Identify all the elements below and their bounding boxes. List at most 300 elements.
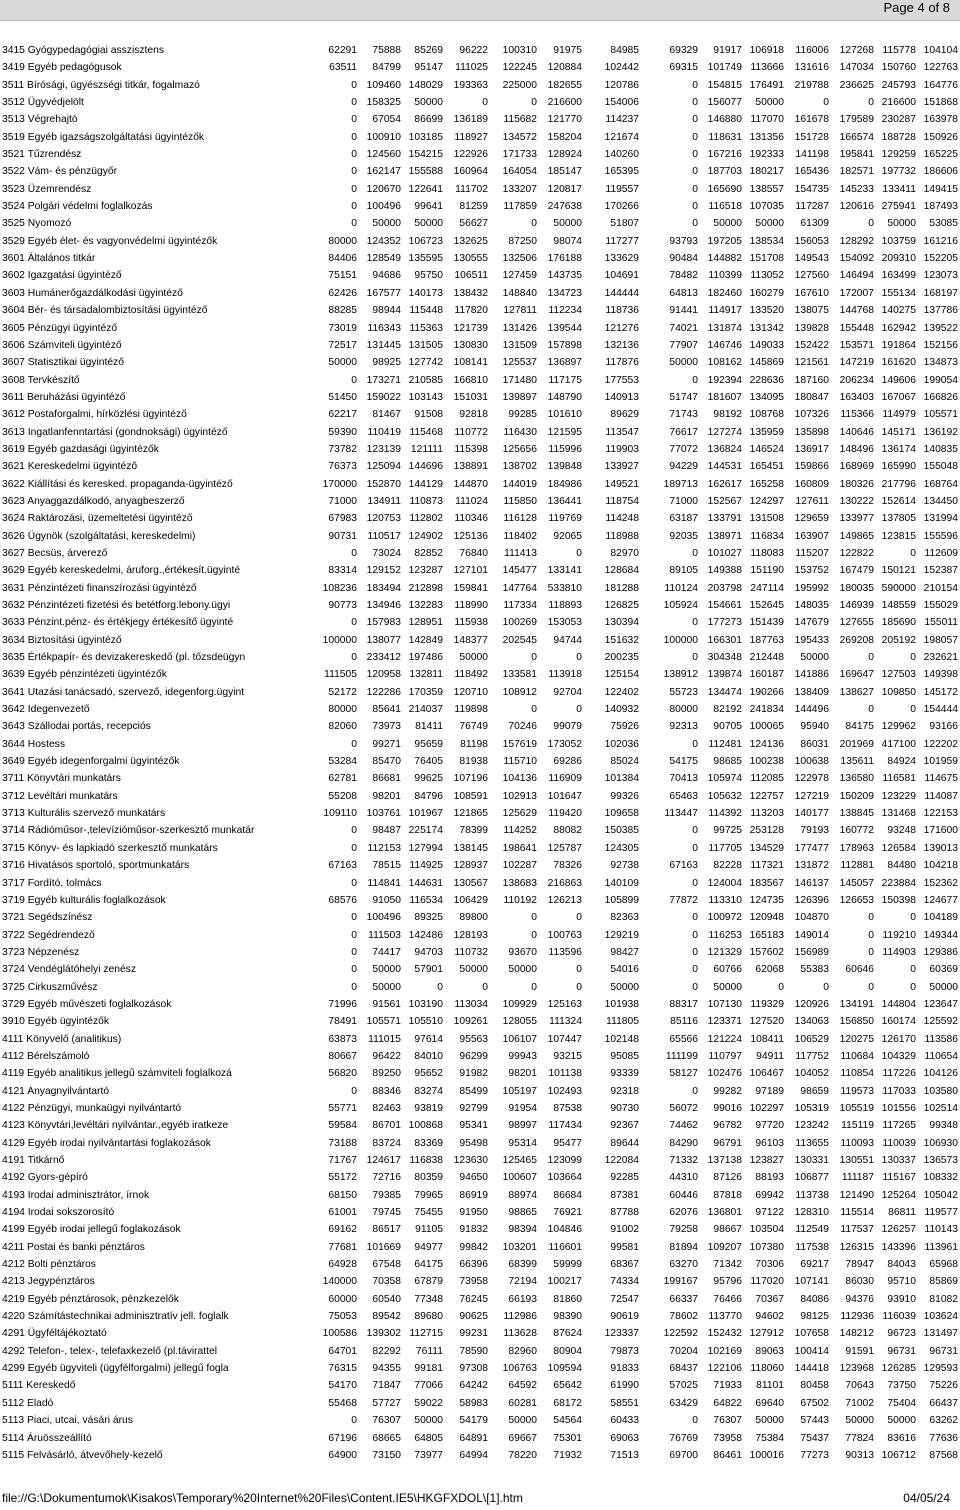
salary-value: 83274 — [414, 1085, 443, 1097]
salary-value: 69700 — [669, 1449, 698, 1461]
salary-value: 157619 — [502, 738, 537, 750]
occupation-name: 3631 Pénzintézeti finanszírozási ügyintéző — [2, 582, 197, 594]
salary-value: 89800 — [459, 912, 488, 924]
salary-value: 110684 — [840, 1050, 874, 1062]
salary-value: 119898 — [454, 704, 488, 716]
salary-value: 0 — [692, 877, 698, 889]
salary-value: 79745 — [372, 1207, 401, 1219]
salary-value: 131874 — [707, 322, 742, 334]
salary-value: 87381 — [610, 1189, 639, 1201]
salary-value: 217796 — [881, 478, 916, 490]
salary-value: 183567 — [749, 877, 784, 889]
salary-value: 94376 — [845, 1293, 874, 1305]
salary-value: 209310 — [881, 253, 916, 265]
salary-value: 106763 — [502, 1363, 537, 1375]
salary-value: 112085 — [750, 773, 784, 785]
salary-value: 82228 — [713, 860, 742, 872]
salary-value: 120275 — [839, 1033, 874, 1045]
salary-value: 74417 — [372, 946, 401, 958]
salary-value: 127912 — [749, 1328, 784, 1340]
salary-value: 112153 — [367, 842, 401, 854]
salary-value: 111025 — [455, 62, 488, 74]
salary-value: 84406 — [328, 253, 357, 265]
salary-value: 118083 — [750, 547, 784, 559]
salary-value: 123099 — [547, 1155, 582, 1166]
salary-value: 187703 — [707, 166, 742, 178]
salary-value: 116006 — [795, 45, 829, 56]
salary-value: 200235 — [604, 652, 639, 664]
salary-value: 198057 — [923, 634, 958, 646]
salary-value: 112881 — [840, 860, 874, 872]
salary-value: 116534 — [409, 894, 443, 906]
salary-value: 106723 — [408, 235, 443, 247]
salary-value: 139522 — [923, 322, 958, 334]
salary-value: 128951 — [408, 617, 443, 629]
salary-value: 103201 — [502, 1241, 537, 1253]
salary-value: 110419 — [367, 426, 401, 438]
salary-value: 0 — [351, 1415, 357, 1427]
salary-value: 50000 — [610, 981, 639, 993]
salary-value: 133791 — [707, 513, 742, 525]
salary-value: 116581 — [882, 773, 916, 785]
salary-value: 64701 — [328, 1345, 357, 1357]
table-row — [2, 1083, 958, 1100]
salary-value: 138971 — [707, 530, 742, 542]
salary-value: 78482 — [669, 270, 698, 282]
salary-value: 116253 — [708, 929, 742, 941]
salary-value: 102287 — [502, 860, 537, 872]
salary-value: 146494 — [839, 270, 874, 282]
salary-value: 89542 — [372, 1311, 401, 1323]
salary-value: 68150 — [328, 1189, 357, 1201]
salary-value: 109594 — [547, 1363, 582, 1375]
salary-value: 152205 — [923, 253, 958, 265]
salary-value: 95147 — [414, 62, 443, 74]
salary-value: 107380 — [749, 1241, 784, 1253]
salary-value: 137786 — [923, 305, 958, 317]
salary-value: 114252 — [503, 825, 537, 837]
salary-value: 88285 — [328, 305, 357, 317]
salary-value: 171480 — [502, 374, 537, 386]
salary-value: 106930 — [923, 1137, 958, 1149]
salary-value: 131426 — [502, 322, 537, 334]
salary-value: 154215 — [408, 149, 443, 161]
salary-value: 101384 — [604, 773, 639, 785]
salary-value: 160772 — [839, 825, 874, 837]
salary-value: 84175 — [845, 721, 874, 733]
salary-value: 55208 — [328, 790, 357, 802]
salary-value: 161216 — [923, 235, 958, 247]
salary-value: 115778 — [882, 45, 916, 56]
salary-value: 66396 — [459, 1259, 488, 1271]
salary-value: 117321 — [750, 860, 784, 872]
salary-value: 120710 — [453, 686, 488, 698]
salary-value: 0 — [576, 652, 582, 664]
salary-value: 55172 — [328, 1172, 357, 1184]
salary-value: 147034 — [839, 62, 874, 74]
salary-value: 118927 — [454, 131, 488, 143]
salary-value: 177553 — [604, 374, 639, 386]
salary-value: 102036 — [604, 738, 639, 750]
salary-value: 97308 — [459, 1363, 488, 1375]
salary-value: 199054 — [923, 374, 958, 386]
salary-value: 168764 — [923, 478, 958, 490]
salary-value: 183494 — [366, 582, 401, 594]
salary-value: 100414 — [794, 1345, 829, 1357]
salary-value: 50000 — [713, 981, 742, 993]
salary-value: 131356 — [749, 131, 784, 143]
salary-value: 136192 — [923, 426, 958, 438]
occupation-name: 3642 Idegenvezető — [2, 704, 90, 716]
salary-value: 92318 — [610, 1085, 639, 1097]
salary-value: 0 — [692, 929, 698, 941]
salary-value: 120670 — [366, 183, 401, 195]
occupation-name: 3623 Anyaggazdálkodó, anyagbeszerző — [2, 495, 185, 507]
salary-value: 50000 — [755, 1415, 784, 1427]
salary-value: 126584 — [881, 842, 916, 854]
salary-value: 69667 — [508, 1432, 537, 1444]
table-row — [2, 770, 958, 787]
table-row — [2, 129, 958, 146]
salary-value: 129259 — [881, 149, 916, 161]
salary-value: 63187 — [669, 513, 698, 525]
salary-value: 94911 — [756, 1050, 784, 1062]
salary-value: 94977 — [414, 1241, 443, 1253]
salary-value: 170266 — [604, 201, 639, 213]
salary-value: 181288 — [604, 582, 639, 594]
salary-value: 88974 — [508, 1189, 537, 1201]
salary-value: 162617 — [707, 478, 742, 490]
table-row — [2, 1152, 958, 1169]
salary-value: 106529 — [794, 1033, 829, 1045]
salary-value: 225174 — [408, 825, 443, 837]
salary-value: 107658 — [794, 1328, 829, 1340]
salary-value: 107035 — [749, 201, 784, 213]
salary-value: 119769 — [548, 513, 582, 525]
salary-value: 115448 — [409, 305, 443, 317]
table-row — [2, 1447, 958, 1464]
salary-value: 70204 — [669, 1345, 698, 1357]
salary-value: 161620 — [881, 357, 916, 369]
salary-value: 147219 — [839, 357, 874, 369]
occupation-name: 3724 Vendéglátóhelyi zenész — [2, 964, 136, 976]
salary-value: 199167 — [663, 1276, 698, 1288]
table-row — [2, 788, 958, 805]
salary-value: 54016 — [610, 964, 639, 976]
salary-value: 0 — [868, 97, 874, 109]
salary-value: 150760 — [881, 62, 916, 74]
salary-value: 86031 — [800, 738, 829, 750]
salary-value: 50000 — [414, 1415, 443, 1427]
salary-value: 139874 — [707, 669, 742, 681]
salary-value: 0 — [351, 547, 357, 559]
salary-value: 100763 — [547, 929, 582, 941]
salary-value: 104136 — [502, 773, 537, 785]
salary-value: 101959 — [923, 756, 958, 768]
salary-value: 71000 — [669, 495, 698, 507]
salary-value: 109110 — [323, 808, 357, 820]
salary-value: 170359 — [408, 686, 443, 698]
salary-value: 76245 — [459, 1293, 488, 1305]
salary-value: 138702 — [502, 461, 537, 473]
salary-value: 117070 — [750, 114, 784, 126]
salary-value: 82292 — [372, 1345, 401, 1357]
salary-value: 93215 — [553, 1050, 582, 1062]
salary-value: 0 — [531, 912, 537, 924]
salary-value: 0 — [351, 183, 357, 195]
salary-value: 99285 — [508, 409, 537, 421]
salary-value: 69063 — [610, 1432, 639, 1444]
salary-value: 103624 — [923, 1311, 958, 1323]
salary-value: 182460 — [707, 287, 742, 299]
salary-value: 131508 — [749, 513, 784, 525]
salary-value: 119573 — [840, 1085, 874, 1097]
salary-value: 79965 — [414, 1189, 443, 1201]
salary-value: 148212 — [839, 1328, 874, 1340]
salary-value: 0 — [576, 912, 582, 924]
occupation-name: 5114 Áruösszeállító — [2, 1432, 92, 1444]
salary-value: 107326 — [794, 409, 829, 421]
salary-value: 62217 — [328, 409, 357, 421]
salary-value: 148840 — [502, 287, 537, 299]
salary-value: 167610 — [794, 287, 829, 299]
salary-value: 115468 — [409, 426, 443, 438]
salary-value: 86919 — [459, 1189, 488, 1201]
salary-value: 50000 — [372, 981, 401, 993]
salary-value: 69942 — [755, 1189, 784, 1201]
table-row — [2, 1360, 958, 1377]
salary-value: 71996 — [328, 998, 357, 1010]
salary-value: 197486 — [408, 652, 443, 664]
salary-value: 85499 — [459, 1085, 488, 1097]
salary-value: 172007 — [839, 287, 874, 299]
salary-value: 160187 — [749, 669, 784, 681]
salary-value: 124352 — [366, 235, 401, 247]
salary-value: 59022 — [414, 1397, 443, 1409]
salary-value: 106467 — [749, 1068, 784, 1080]
salary-value: 79258 — [669, 1224, 698, 1236]
salary-value: 155011 — [924, 617, 958, 629]
salary-value: 145869 — [749, 357, 784, 369]
salary-value: 95659 — [414, 738, 443, 750]
salary-value: 108912 — [502, 686, 537, 698]
salary-value: 123287 — [408, 565, 443, 577]
salary-value: 0 — [531, 704, 537, 716]
salary-value: 81082 — [929, 1293, 958, 1305]
salary-value: 131872 — [794, 860, 829, 872]
salary-value: 151190 — [750, 565, 784, 577]
table-row — [2, 996, 958, 1013]
salary-value: 180217 — [749, 166, 784, 178]
salary-value: 119903 — [605, 443, 639, 455]
salary-value: 135959 — [749, 426, 784, 438]
salary-value: 141886 — [794, 669, 829, 681]
salary-value: 167577 — [366, 287, 401, 299]
salary-value: 80000 — [328, 235, 357, 247]
salary-value: 114237 — [605, 114, 639, 126]
salary-value: 84796 — [414, 790, 443, 802]
salary-value: 72716 — [372, 1172, 401, 1184]
salary-value: 100238 — [749, 756, 784, 768]
salary-value: 186606 — [923, 166, 958, 178]
table-row — [2, 42, 958, 59]
salary-value: 150209 — [839, 790, 874, 802]
salary-value: 123073 — [923, 270, 958, 282]
salary-value: 165395 — [604, 166, 639, 178]
salary-value: 136189 — [453, 114, 488, 126]
salary-value: 116909 — [548, 773, 582, 785]
occupation-name: 4129 Egyéb irodai nyilvántartási foglakozások — [2, 1137, 211, 1149]
salary-value: 91050 — [372, 894, 401, 906]
salary-value: 0 — [692, 946, 698, 958]
salary-value: 160964 — [453, 166, 488, 178]
salary-value: 72194 — [508, 1276, 537, 1288]
salary-value: 91950 — [459, 1207, 488, 1219]
occupation-name: 4191 Titkárnő — [2, 1155, 65, 1166]
salary-value: 102476 — [707, 1068, 742, 1080]
table-row — [2, 250, 958, 267]
salary-value: 114841 — [367, 877, 401, 889]
salary-value: 115682 — [503, 114, 537, 126]
salary-value: 0 — [351, 981, 357, 993]
salary-value: 0 — [576, 547, 582, 559]
salary-value: 78947 — [845, 1259, 874, 1271]
salary-value: 99016 — [713, 1102, 742, 1114]
salary-value: 95940 — [800, 721, 829, 733]
salary-value: 87818 — [713, 1189, 742, 1201]
salary-value: 241834 — [749, 704, 784, 716]
salary-value: 67054 — [372, 114, 401, 126]
salary-value: 173052 — [547, 738, 582, 750]
salary-value: 50000 — [929, 981, 958, 993]
salary-value: 0 — [351, 374, 357, 386]
salary-value: 86811 — [888, 1207, 916, 1219]
salary-value: 73019 — [328, 322, 357, 334]
salary-value: 159866 — [794, 461, 829, 473]
salary-value: 105974 — [707, 773, 742, 785]
salary-value: 110124 — [664, 582, 698, 594]
salary-value: 70413 — [669, 773, 698, 785]
salary-value: 64813 — [669, 287, 698, 299]
salary-value: 103664 — [547, 1172, 582, 1184]
salary-value: 82363 — [610, 912, 639, 924]
salary-value: 106877 — [794, 1172, 829, 1184]
salary-value: 134873 — [923, 357, 958, 369]
salary-value: 95341 — [459, 1120, 488, 1132]
occupation-name: 4123 Könyvtári,levéltári nyilvántar.,egyéb iratkeze — [2, 1120, 229, 1132]
salary-value: 155448 — [839, 322, 874, 334]
salary-value: 86701 — [372, 1120, 401, 1132]
occupation-name: 3632 Pénzintézeti fizetési és betétforg.lebony.ügyi — [2, 600, 231, 611]
salary-value: 61001 — [328, 1207, 357, 1219]
salary-value: 156077 — [707, 97, 742, 109]
salary-value: 140835 — [923, 443, 958, 455]
table-row — [2, 614, 958, 631]
salary-value: 82970 — [610, 547, 639, 559]
salary-value: 0 — [692, 547, 698, 559]
salary-value: 91917 — [713, 45, 742, 56]
salary-value: 117876 — [605, 357, 639, 369]
salary-value: 117334 — [503, 600, 537, 611]
occupation-name: 3635 Értékpapír- és devizakereskedő (pl. tőzsdeügyn — [2, 652, 246, 664]
salary-value: 119577 — [924, 1207, 958, 1219]
salary-value: 115119 — [841, 1120, 874, 1132]
salary-value: 87624 — [553, 1328, 582, 1340]
salary-value: 96422 — [372, 1050, 401, 1062]
salary-value: 145172 — [923, 686, 958, 698]
salary-value: 149415 — [923, 183, 958, 195]
salary-value: 107447 — [547, 1033, 582, 1045]
salary-value: 112549 — [795, 1224, 829, 1236]
salary-value: 176188 — [547, 253, 582, 265]
salary-value: 115514 — [840, 1207, 874, 1219]
salary-value: 98125 — [800, 1311, 829, 1323]
salary-value: 96731 — [929, 1345, 958, 1357]
salary-value: 89250 — [372, 1068, 401, 1080]
salary-value: 76307 — [372, 1415, 401, 1427]
salary-value: 117537 — [840, 1224, 874, 1236]
salary-value: 101749 — [707, 62, 742, 74]
salary-value: 123139 — [366, 443, 401, 455]
salary-value: 590000 — [881, 582, 916, 594]
salary-value: 81411 — [415, 721, 443, 733]
salary-value: 117705 — [708, 842, 742, 854]
salary-value: 69217 — [800, 1259, 829, 1271]
salary-value: 121865 — [453, 808, 488, 820]
occupation-name: 3607 Statisztikai ügyintéző — [2, 357, 124, 369]
table-row — [2, 372, 958, 389]
salary-value: 146880 — [707, 114, 742, 126]
salary-value: 140109 — [604, 877, 639, 889]
salary-value: 99282 — [713, 1085, 742, 1097]
salary-value: 138891 — [453, 461, 488, 473]
salary-value: 165690 — [707, 183, 742, 195]
salary-value: 64242 — [459, 1380, 488, 1392]
salary-value: 62076 — [669, 1207, 698, 1219]
table-row — [2, 1204, 958, 1221]
salary-value: 122978 — [794, 773, 829, 785]
salary-value: 94229 — [669, 461, 698, 473]
salary-value: 127742 — [408, 357, 443, 369]
occupation-name: 3629 Egyéb kereskedelmi, áruforg.,értékesít.ügyinté — [2, 565, 241, 577]
salary-value: 90625 — [459, 1311, 488, 1323]
occupation-name: 3602 Igazgatási ügyintéző — [2, 270, 122, 282]
table-row — [2, 233, 958, 250]
salary-value: 60000 — [328, 1293, 357, 1305]
salary-value: 106511 — [454, 270, 488, 282]
salary-value: 245793 — [881, 79, 916, 91]
salary-value: 104218 — [923, 860, 958, 872]
salary-value: 94686 — [372, 270, 401, 282]
salary-value: 113586 — [924, 1033, 958, 1045]
salary-value: 127611 — [795, 495, 829, 507]
salary-value: 80000 — [328, 704, 357, 716]
salary-value: 132506 — [502, 253, 537, 265]
salary-value: 122926 — [453, 149, 488, 161]
salary-value: 114917 — [708, 305, 742, 317]
occupation-name: 4299 Egyéb ügyviteli (ügyfélforgalmi) jellegű fogla — [2, 1363, 229, 1375]
salary-value: 72517 — [328, 339, 357, 351]
salary-value: 148377 — [453, 634, 488, 646]
salary-value: 0 — [351, 201, 357, 213]
occupation-name: 4111 Könyvelő (analitikus) — [2, 1033, 122, 1045]
salary-value: 91105 — [415, 1224, 443, 1236]
salary-value: 0 — [692, 79, 698, 91]
salary-value: 0 — [576, 964, 582, 976]
salary-value: 76466 — [713, 1293, 742, 1305]
salary-value: 75888 — [372, 45, 401, 56]
salary-value: 152645 — [749, 600, 784, 611]
